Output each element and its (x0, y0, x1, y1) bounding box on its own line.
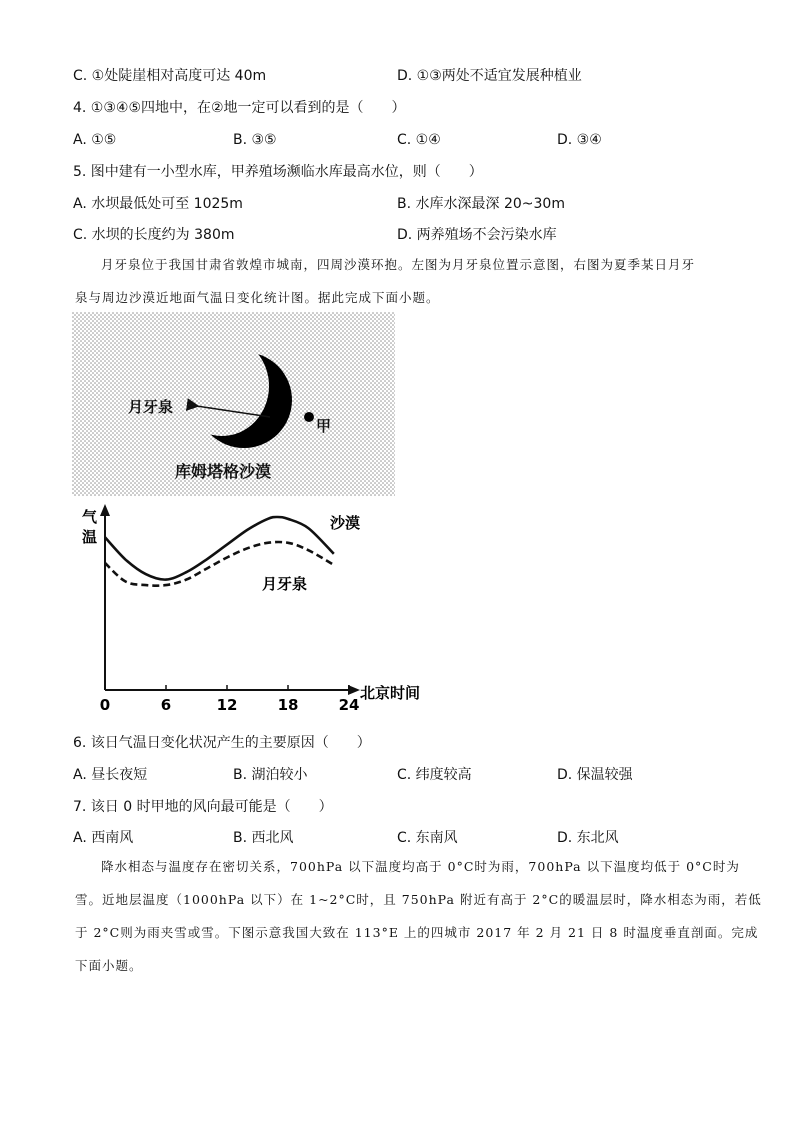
x-tick-label: 0 (99, 696, 111, 714)
q5-option-c: C. 水坝的长度约为 380m (73, 227, 235, 243)
y-axis-arrow-icon (100, 504, 110, 516)
label-jia: 甲 (316, 417, 332, 435)
passage-line: 于 2°C则为雨夹雪或雪。下图示意我国大致在 113°E 上的四城市 2017 年 2 月 21 日 8 时温度垂直剖面。完成 (75, 925, 759, 940)
label-spring: 月牙泉 (128, 398, 174, 416)
y-axis-label-part1: 气 (82, 508, 98, 526)
label-desert: 库姆塔格沙漠 (175, 462, 272, 481)
q6-option-a: A. 昼长夜短 (73, 767, 148, 783)
q5-option-d: D. 两养殖场不会污染水库 (397, 227, 557, 243)
q7-option-d: D. 东北风 (557, 830, 619, 846)
q3-option-c: C. ①处陡崖相对高度可达 40m (73, 68, 267, 84)
q6-option-d: D. 保温较强 (557, 767, 633, 783)
series-desert-line (105, 517, 334, 580)
passage-yueyaquan (75, 248, 725, 314)
q4-option-d: D. ③④ (557, 132, 602, 148)
q7-option-c: C. 东南风 (397, 830, 458, 846)
passage-precipitation (75, 850, 762, 982)
q6-stem: 6. 该日气温日变化状况产生的主要原因（ ） (73, 735, 371, 751)
x-axis-label: 北京时间 (360, 684, 421, 702)
q7-option-a: A. 西南风 (73, 830, 134, 846)
q6-option-b: B. 湖泊较小 (233, 767, 308, 783)
point-jia-marker (304, 412, 314, 422)
x-tick-label: 24 (338, 696, 360, 714)
q4-option-b: B. ③⑤ (233, 132, 277, 148)
q3-option-d: D. ①③两处不适宜发展种植业 (397, 68, 582, 84)
series-label-spring: 月牙泉 (262, 575, 308, 593)
x-axis-arrow-icon (348, 685, 360, 695)
q5-stem: 5. 图中建有一小型水库，甲养殖场濒临水库最高水位，则（ ） (73, 164, 483, 180)
q7-option-b: B. 西北风 (233, 830, 294, 846)
q5-option-a: A. 水坝最低处可至 1025m (73, 196, 243, 212)
passage-line: 降水相态与温度存在密切关系，700hPa 以下温度均高于 0°C时为雨，700hPa 以下温度均低于 0°C时为 (101, 859, 740, 874)
location-map (72, 312, 395, 496)
y-axis-label-part2: 温 (82, 528, 98, 546)
q5-option-b: B. 水库水深最深 20~30m (397, 196, 565, 212)
q4-option-a: A. ①⑤ (73, 132, 117, 148)
temperature-chart (72, 500, 432, 715)
x-tick-label: 18 (277, 696, 299, 714)
q7-stem: 7. 该日 0 时甲地的风向最可能是（ ） (73, 799, 333, 815)
passage-line: 下面小题。 (75, 958, 143, 973)
q4-option-c: C. ①④ (397, 132, 441, 148)
x-tick-label: 6 (160, 696, 172, 714)
passage-line: 泉与周边沙漠近地面气温日变化统计图。据此完成下面小题。 (75, 290, 440, 305)
q6-option-c: C. 纬度较高 (397, 767, 472, 783)
passage-line: 雪。近地层温度（1000hPa 以下）在 1~2°C时，且 750hPa 附近有高于 2°C的暖温层时，降水相态为雨，若低 (75, 892, 762, 907)
x-tick-label: 12 (216, 696, 238, 714)
series-label-desert: 沙漠 (330, 514, 361, 532)
q4-stem: 4. ①③④⑤四地中，在②地一定可以看到的是（ ） (73, 100, 406, 116)
passage-line: 月牙泉位于我国甘肃省敦煌市城南，四周沙漠环抱。左图为月牙泉位置示意图，右图为夏季某日月牙 (101, 257, 696, 272)
